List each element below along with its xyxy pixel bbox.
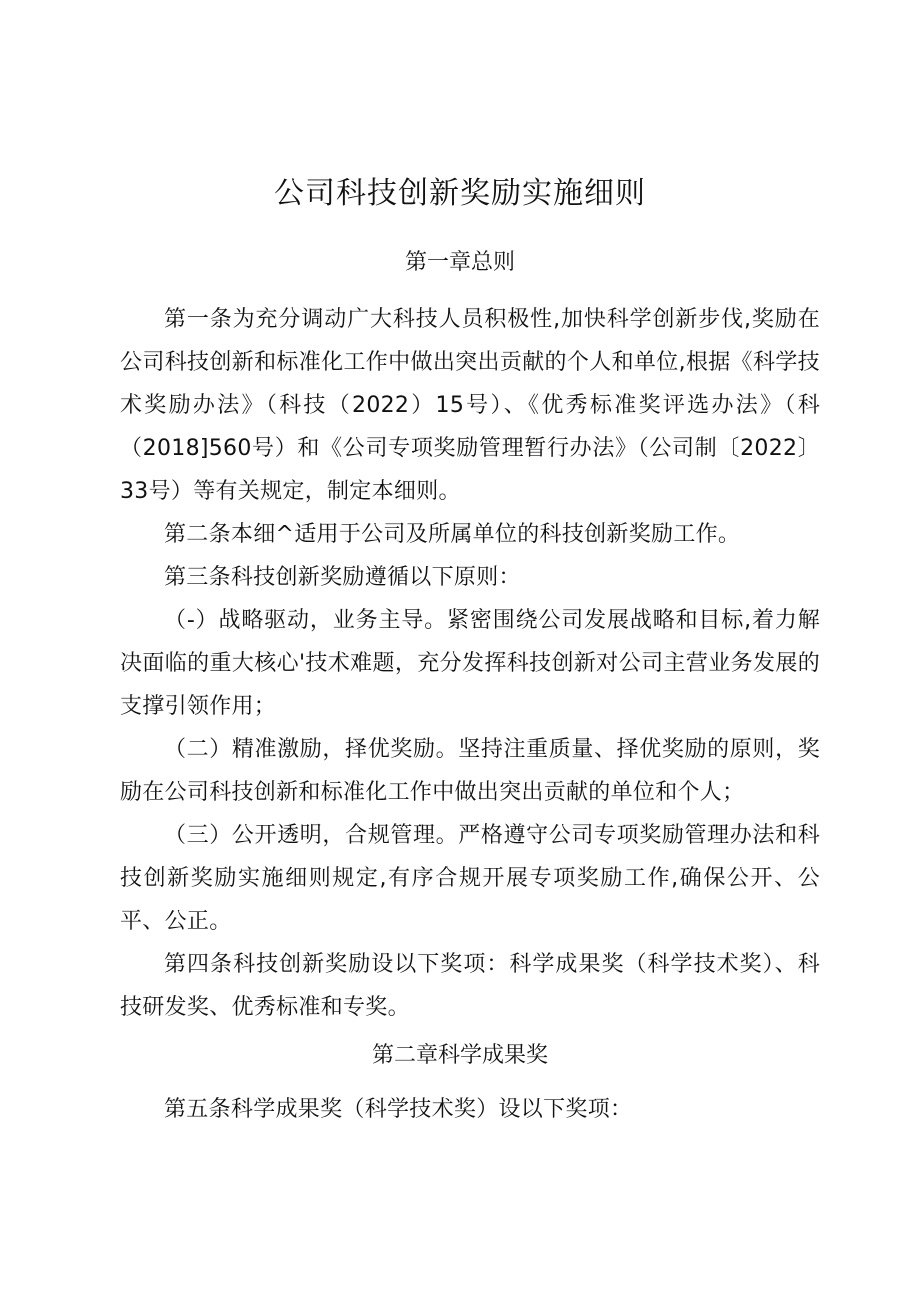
chapter-2-body — [120, 1088, 820, 1131]
principle-2: （二）精准激励，择优奖励。坚持注重质量、择优奖励的原则，奖励在公司科技创新和标准化工作中做出突出贡献的单位和个人； — [120, 737, 820, 805]
article-5: 第五条科学成果奖（科学技术奖）设以下奖项： — [164, 1097, 633, 1122]
document-title: 公司科技创新奖励实施细则 — [274, 176, 646, 211]
chapter-heading-1: 第一章总则 — [404, 250, 515, 275]
chapter-heading-2: 第二章科学成果奖 — [371, 1043, 548, 1068]
article-3: 第三条科技创新奖励遵循以下原则： — [164, 565, 521, 590]
principle-1: （-）战略驱动，业务主导。紧密围绕公司发展战略和目标,着力解决面临的重大核心'技术难题，充分发挥科技创新对公司主营业务发展的支撑引领作用； — [120, 608, 820, 719]
principle-3: （三）公开透明，合规管理。严格遵守公司专项奖励管理办法和科技创新奖励实施细则规定,有序合规开展专项奖励工作,确保公开、公平、公正。 — [120, 823, 820, 934]
chapter-1-body — [120, 298, 820, 1029]
article-1: 第一条为充分调动广大科技人员积极性,加快科学创新步伐,奖励在公司科技创新和标准化工作中做出突出贡献的个人和单位,根据《科学技术奖励办法》（科技（2022）15号）、《优秀标准奖评选办法》（科（2018]560号）和《公司专项奖励管理暂行办法》（公司制〔2022〕33号）等有关规定，制定本细则。 — [120, 307, 820, 504]
article-2: 第二条本细^适用于公司及所属单位的科技创新奖励工作。 — [164, 522, 741, 547]
article-4: 第四条科技创新奖励设以下奖项：科学成果奖（科学技术奖）、科技研发奖、优秀标准和专奖。 — [120, 952, 820, 1020]
